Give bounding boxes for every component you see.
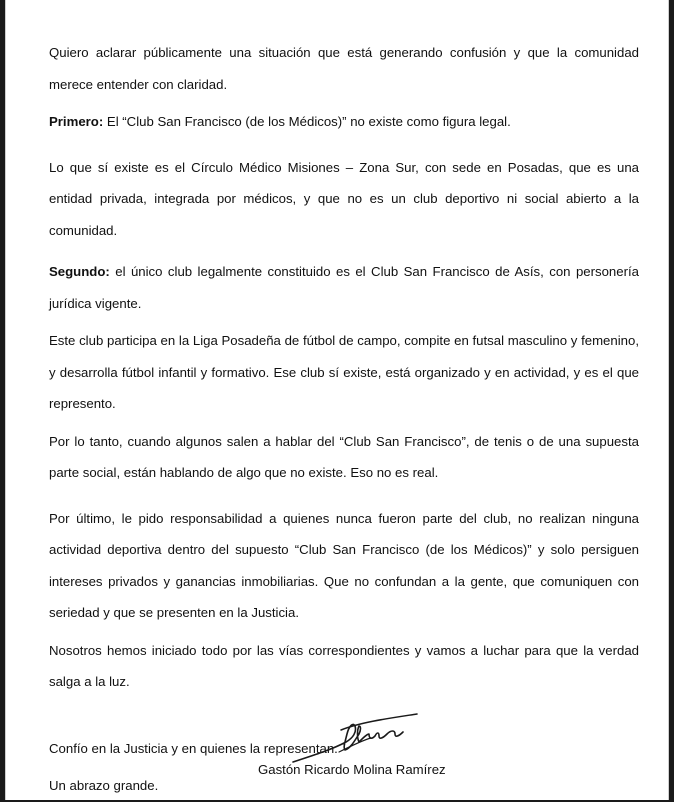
first-label: Primero: [49,114,104,129]
paragraph-intro: Quiero aclarar públicamente una situación que está generando confusión y que la comunidad merece entender con claridad. [49,45,639,92]
paragraph-responsibility: Por último, le pido responsabilidad a quienes nunca fueron parte del club, no realizan ninguna actividad deportiva dentro del supuesto “Club San Francisco (de los Médicos)” y solo persiguen intereses privados y ganancias inmobiliarias. Que no confundan a la gente, que comuniquen con seriedad y que se presenten en la Justicia. [49,510,639,620]
signer-name: Gastón Ricardo Molina Ramírez [258,762,446,777]
second-text: el único club legalmente constituido es el Club San Francisco de Asís, con personería jurídica vigente. [49,264,639,311]
paragraph-not-real: Por lo tanto, cuando algunos salen a hablar del “Club San Francisco”, de tenis o de una supuesta parte social, están hablando de algo que no existe. Eso no es real. [49,433,639,480]
document-page [5,0,669,800]
paragraph-trust-justice: Confío en la Justicia y en quienes la representan. [49,740,338,756]
paragraph-second [49,256,639,319]
letter-body [49,37,639,802]
paragraph-club-activities: Este club participa en la Liga Posadeña de fútbol de campo, compite en futsal masculino y femenino, y desarrolla fútbol infantil y formativo. Ese club sí existe, está organizado y en actividad, y es el que represento. [49,333,639,411]
paragraph-closing: Un abrazo grande. [49,778,159,793]
paragraph-first [49,106,639,138]
second-label: Segundo: [49,264,110,279]
first-text: El “Club San Francisco (de los Médicos)” no existe como figura legal. [103,114,511,129]
paragraph-circulo-medico: Lo que sí existe es el Círculo Médico Misiones – Zona Sur, con sede en Posadas, que es una entidad privada, integrada por médicos, y que no es un club deportivo ni social abierto a la comunidad. [49,159,639,238]
handwritten-signature [291,712,421,764]
paragraph-legal-action: Nosotros hemos iniciado todo por las vías correspondientes y vamos a luchar para que la verdad salga a la luz. [49,642,639,689]
